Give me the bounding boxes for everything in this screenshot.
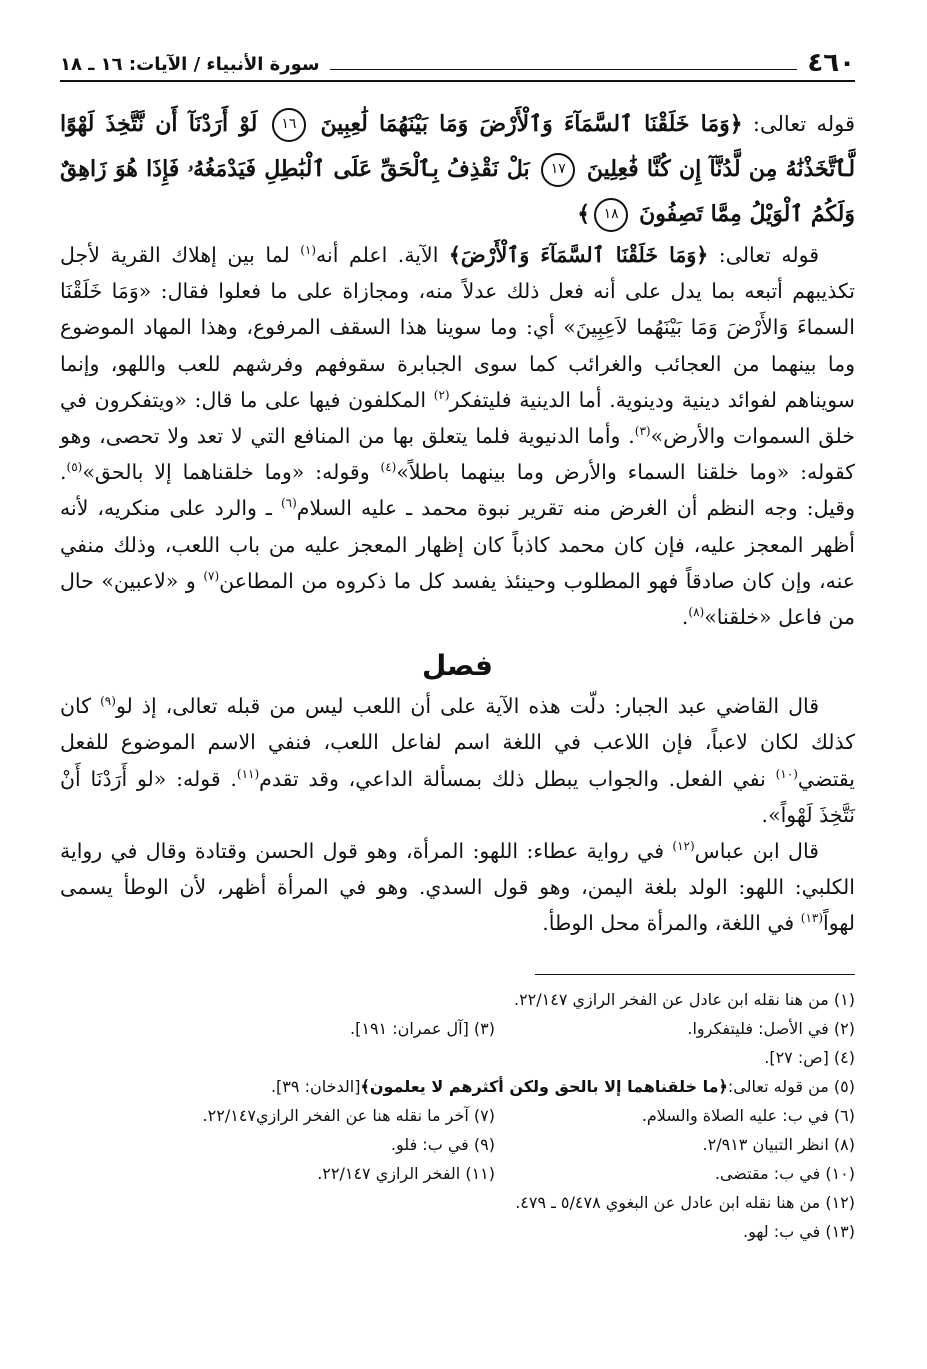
- footnote-5: (٥) من قوله تعالى:: [727, 1076, 855, 1096]
- text-run: في رواية عطاء: اللهو: المرأة، وهو قول الحسن وقتادة وقال في رواية الكلبي: اللهو: الولد بلغة اليمن، وهو قول السدي. وهو في المرأة أظهر، لأن الوطأ يسمى لهواً: [60, 839, 855, 936]
- footnote-ref-7: (٧): [203, 569, 220, 583]
- footnote-ref-11: (١١): [236, 766, 260, 781]
- footnote-line: [60, 1159, 855, 1188]
- footnote-ref-2: (٢): [433, 387, 450, 402]
- footnote-8: (٨) انظر التبيان ٢/٩١٣.: [702, 1134, 855, 1154]
- quran-quote: ﴿وَمَا خَلَقْنَا ٱلسَّمَآءَ وَٱلْأَرْضَ﴾: [448, 243, 709, 267]
- text-run: نفي الفعل. والجواب يبطل ذلك بمسألة الداعي، وقد تقدم: [259, 766, 776, 791]
- footnote-11: (١١) الفخر الرازي ٢٢/١٤٧.: [317, 1163, 495, 1183]
- verse-open-bracket: ﴿: [729, 111, 743, 137]
- ayah-18: بَلْ نَقْذِفُ بِٱلْحَقِّ عَلَى ٱلْبَٰطِلِ فَيَدْمَغُهُۥ فَإِذَا هُوَ زَاهِقٌ وَلَكُمُ ٱلْوَيْلُ مِمَّا تَصِفُونَ: [60, 156, 855, 227]
- footnote-2: (٢) في الأصل: فليتفكروا.: [687, 1018, 855, 1038]
- footnote-3: (٣) [آل عمران: ١٩١].: [350, 1018, 495, 1038]
- footnotes: [60, 985, 855, 1246]
- footnote-10: (١٠) في ب: مقتضى.: [714, 1163, 855, 1183]
- footnote-ref-3: (٣): [634, 424, 651, 439]
- text-run: لما بين إهلاك القرية لأجل تكذيبهم أتبعه بما يدل على أنه فعل ذلك عدلاً منه، ومجازاة على ما فعلوا فقال: «وَمَا خَلَقْنَا السماءَ وَالأَرْضَ وَمَا بَيْنَهُما لاَعِبِينَ» أي: وما سوينا هذا السقف المرفوع، وهذا المهاد الموضوع وما بينهما من العجائب والغرائب كما سوى الجبابرة سقوفهم وفرشهم للعب واللهو، وإنما سويناهم لفوائد دينية ودينوية. أما الدينية فليتفكر: [60, 243, 855, 412]
- footnote-ref-12: (١٢): [672, 839, 695, 854]
- footnote-line: [60, 1072, 855, 1101]
- footnote-1: (١) من هنا نقله ابن عادل عن الفخر الرازي ٢٢/١٤٧.: [513, 989, 855, 1009]
- section-heading: فصل: [422, 649, 493, 683]
- footnote-ref-10: (١٠): [775, 766, 798, 781]
- footnote-line: [60, 1101, 855, 1130]
- footnote-9: (٩) في ب: فلو.: [390, 1134, 495, 1154]
- footnote-5-quote: ﴿ما خلقناهما إلا بالحق ولكن أكثرهم لا يعلمون﴾: [360, 1076, 728, 1096]
- text-run: المكلفون فيها على ما قال: «ويتفكرون في خلق السموات والأرض»: [60, 387, 855, 449]
- footnote-ref-9: (٩): [100, 694, 116, 709]
- text-run: كان كذلك لكان لاعباً، فإن اللاعب في اللغة اسم لفاعل اللعب، فنفي الاسم الموضوع للفعل يقتضي: [60, 694, 856, 791]
- commentary-paragraph-2: [60, 688, 855, 833]
- header-rule: [330, 69, 798, 70]
- footnote-6: (٦) في ب: عليه الصلاة والسلام.: [641, 1105, 855, 1125]
- footnote-line: [60, 985, 855, 1014]
- text-run: . قوله: «لو أَرَدْنَا أَنْ نَتَّخِذَ لَهْواً».: [60, 766, 855, 827]
- verse-close-bracket: ﴾: [577, 201, 591, 227]
- commentary-paragraph-1: [60, 237, 855, 635]
- text-run: الآية. اعلم أنه: [316, 243, 449, 267]
- footnote-12: (١٢) من هنا نقله ابن عادل عن البغوي ٥/٤٧٨ ـ ٤٧٩.: [515, 1192, 855, 1212]
- footnote-separator: [535, 974, 855, 975]
- footnote-ref-5: (٥): [66, 460, 83, 475]
- footnote-line: [60, 1043, 855, 1072]
- footnote-4: (٤) [ص: ٢٧].: [764, 1047, 855, 1067]
- text-run: قال ابن عباس: [694, 839, 819, 864]
- ayah-17: لَوْ أَرَدْنَآ أَن نَّتَّخِذَ لَهْوًا لَّٱتَّخَذْنَٰهُ مِن لَّدُنَّآ إِن كُنَّا فَٰعِلِينَ: [60, 111, 856, 182]
- text-run: .: [681, 605, 689, 630]
- footnote-ref-4: (٤): [380, 460, 397, 475]
- page-header: [60, 36, 855, 82]
- footnote-ref-8: (٨): [688, 605, 705, 620]
- footnote-13: (١٣) في ب: لهو.: [743, 1221, 855, 1241]
- text-run: قال القاضي عبد الجبار: دلّت هذه الآية على أن اللعب ليس من قبله تعالى، إذ لو: [115, 694, 820, 719]
- footnote-line: [60, 1014, 855, 1043]
- footnote-line: [60, 1217, 855, 1246]
- text-run: . وأما الدنيوية فلما يتعلق بها من المنافع التي لا تعد ولا تحصى، وهو كقوله: «وما خلقنا السماء والأرض وما بينهما باطلاً»: [60, 424, 856, 485]
- footnote-7: (٧) آخر ما نقله هنا عن الفخر الرازي٢٢/١٤٧.: [202, 1105, 495, 1125]
- footnote-ref-1: (١): [300, 243, 317, 258]
- ayah-number-16: ١٦: [272, 108, 306, 142]
- text-run: . وقيل: وجه النظم أن الغرض منه تقرير نبوة محمد ـ عليه السلام: [60, 460, 855, 521]
- footnote-5-ref: [الدخان: ٣٩].: [270, 1076, 361, 1096]
- text-run: في اللغة، والمرأة محل الوطأ.: [542, 911, 801, 936]
- ayah-number-18: ١٨: [594, 198, 628, 232]
- footnote-line: [60, 1130, 855, 1159]
- footnote-ref-6: (٦): [280, 496, 297, 511]
- footnote-line: [60, 1188, 855, 1217]
- ayah-16: وَمَا خَلَقْنَا ٱلسَّمَآءَ وَٱلْأَرْضَ وَمَا بَيْنَهُمَا لَٰعِبِينَ: [320, 111, 730, 137]
- text-run: و «لاعبين» حال من فاعل «خلقنا»: [60, 568, 855, 630]
- text-run: قوله تعالى:: [708, 243, 819, 267]
- verse-lead: قوله تعالى:: [742, 112, 856, 136]
- page-number: ٤٦٠: [807, 48, 855, 78]
- ayah-number-17: ١٧: [541, 153, 575, 187]
- quran-verse-block: [60, 102, 855, 237]
- running-title: سورة الأنبياء / الآيات: ١٦ ـ ١٨: [60, 54, 320, 75]
- text-run: ـ والرد على منكريه، لأنه أظهر المعجز عليه، فإن كان محمد كاذباً كان إظهار المعجز عليه من باب اللعب، وذلك منفي عنه، وإن كان صادقاً فهو المطلوب وحينئذ يفسد كل ما ذكروه من المطاعن: [60, 496, 855, 593]
- text-run: وقوله: «وما خلقناهما إلا بالحق»: [82, 460, 381, 485]
- commentary-paragraph-3: [60, 833, 855, 942]
- footnote-ref-13: (١٣): [800, 911, 824, 926]
